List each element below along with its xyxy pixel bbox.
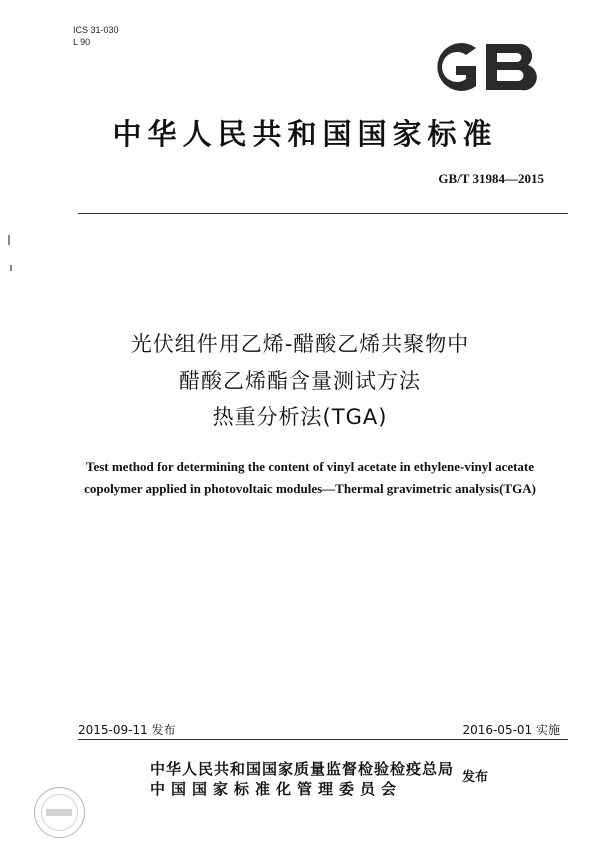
publish-label: 发布	[462, 770, 489, 785]
classification-codes	[73, 24, 119, 48]
margin-mark	[10, 265, 12, 271]
implementation-date: 2016-05-01 实施	[462, 723, 560, 737]
gb-logo-text: GB	[420, 38, 422, 39]
library-stamp	[32, 785, 87, 840]
ccs-code: L 90	[73, 37, 91, 47]
cn-title-line-2: 醋酸乙烯酯含量测试方法	[179, 369, 421, 393]
en-title-line-2: copolymer applied in photovoltaic modules—Thermal gravimetric analysis(TGA)	[84, 481, 536, 496]
standard-number: GB/T 31984—2015	[438, 171, 544, 186]
footer-divider	[78, 739, 568, 740]
header-divider	[78, 213, 568, 214]
margin-mark	[8, 235, 10, 245]
cn-title-line-1: 光伏组件用乙烯-醋酸乙烯共聚物中	[130, 332, 470, 356]
ics-code: ICS 31-030	[73, 25, 119, 35]
en-title-line-1: Test method for determining the content of vinyl acetate in ethylene-vinyl acetate	[85, 459, 535, 474]
issuer-line-1: 中华人民共和国国家质量监督检验检疫总局	[150, 760, 455, 778]
gb-logo	[420, 38, 544, 96]
issue-date: 2015-09-11 发布	[78, 723, 176, 737]
issuer-line-2: 中国国家标准化管理委员会	[150, 780, 403, 798]
standard-title: 中华人民共和国国家标准	[112, 117, 498, 151]
cn-title-line-3: 热重分析法(TGA)	[212, 405, 388, 429]
